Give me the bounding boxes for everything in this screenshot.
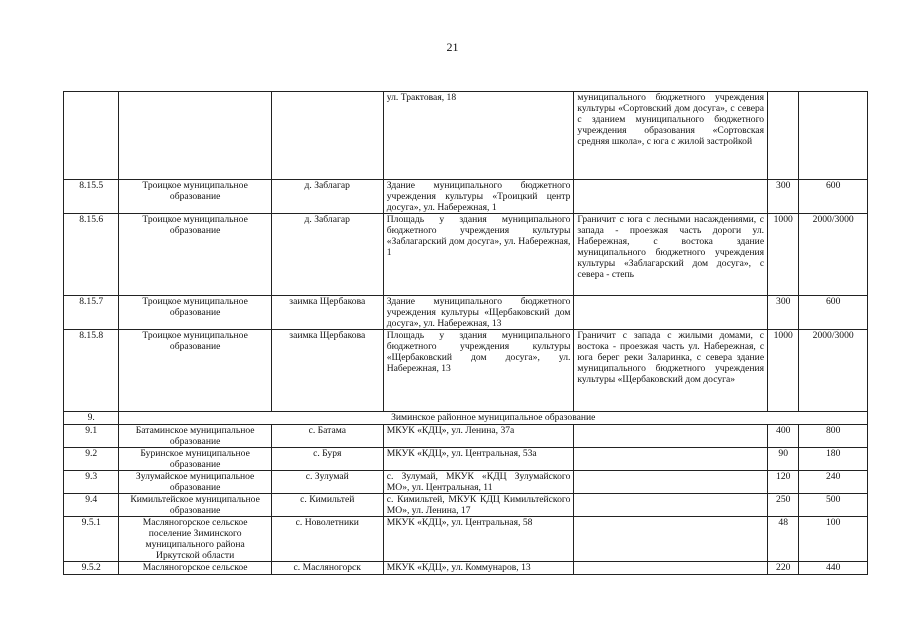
capacity-value: 1000	[768, 214, 799, 296]
venue-address: Площадь у здания муниципального бюджетного учреждения культуры «Щербаковский дом досуга», ул. Набережная, 13	[383, 330, 574, 412]
boundaries	[574, 494, 768, 517]
municipality	[119, 92, 271, 180]
row-number: 9.	[64, 412, 119, 425]
capacity-value: 400	[768, 425, 799, 448]
row-number: 8.15.7	[64, 296, 119, 330]
limit-value: 600	[799, 296, 868, 330]
settlement: заимка Щербакова	[271, 296, 383, 330]
capacity-value: 250	[768, 494, 799, 517]
municipality: Батаминское муниципальное образование	[119, 425, 271, 448]
municipality: Троицкое муниципальное образование	[119, 296, 271, 330]
capacity-value: 90	[768, 448, 799, 471]
boundaries: Граничит с юга с лесными насаждениями, с запада - проезжая часть дороги ул. Набережная, с востока здание муниципального бюджетного учреждения культуры «Заблагарский дом досуга», с севера - степь	[574, 214, 768, 296]
municipality: Буринское муниципальное образование	[119, 448, 271, 471]
municipality: Масляногорское сельское поселение Зиминского муниципального района Иркутской области	[119, 517, 271, 562]
row-number: 9.4	[64, 494, 119, 517]
settlement: с. Кимильтей	[271, 494, 383, 517]
row-number: 9.3	[64, 471, 119, 494]
limit-value: 600	[799, 180, 868, 214]
limit-value: 440	[799, 562, 868, 575]
capacity-value: 48	[768, 517, 799, 562]
municipality: Масляногорское сельское	[119, 562, 271, 575]
row-number: 8.15.5	[64, 180, 119, 214]
settlement: заимка Щербакова	[271, 330, 383, 412]
venue-address: Площадь у здания муниципального бюджетного учреждения культуры «Заблагарский дом досуга», ул. Набережная, 1	[383, 214, 574, 296]
limit-value: 100	[799, 517, 868, 562]
table-row	[64, 330, 868, 412]
capacity-value: 220	[768, 562, 799, 575]
boundaries	[574, 471, 768, 494]
municipality: Зулумайское муниципальное образование	[119, 471, 271, 494]
table-row	[64, 425, 868, 448]
venue-address: МКУК «КДЦ», ул. Центральная, 53а	[383, 448, 574, 471]
row-number: 8.15.8	[64, 330, 119, 412]
table-row	[64, 92, 868, 180]
venue-address: с. Зулумай, МКУК «КДЦ Зулумайского МО», ул. Центральная, 11	[383, 471, 574, 494]
settlement: с. Масляногорск	[271, 562, 383, 575]
limit-value	[799, 92, 868, 180]
municipality: Троицкое муниципальное образование	[119, 180, 271, 214]
row-number	[64, 92, 119, 180]
settlement: д. Заблагар	[271, 180, 383, 214]
limit-value: 2000/3000	[799, 214, 868, 296]
venue-address: с. Кимильтей, МКУК КДЦ Кимильтейского МО», ул. Ленина, 17	[383, 494, 574, 517]
table-row	[64, 412, 868, 425]
municipality: Троицкое муниципальное образование	[119, 330, 271, 412]
boundaries	[574, 180, 768, 214]
settlement: с. Батама	[271, 425, 383, 448]
boundaries	[574, 448, 768, 471]
table-row	[64, 214, 868, 296]
venue-address: Здание муниципального бюджетного учреждения культуры «Троицкий центр досуга», ул. Набережная, 1	[383, 180, 574, 214]
capacity-value: 1000	[768, 330, 799, 412]
settlement	[271, 92, 383, 180]
region-heading: Зиминское районное муниципальное образование	[119, 412, 868, 425]
table-row	[64, 180, 868, 214]
capacity-value	[768, 92, 799, 180]
settlement: с. Буря	[271, 448, 383, 471]
venue-address: МКУК «КДЦ», ул. Коммунаров, 13	[383, 562, 574, 575]
boundaries	[574, 425, 768, 448]
venues-table	[63, 91, 868, 575]
limit-value: 240	[799, 471, 868, 494]
row-number: 9.5.2	[64, 562, 119, 575]
municipality: Кимильтейское муниципальное образование	[119, 494, 271, 517]
table-row	[64, 296, 868, 330]
limit-value: 2000/3000	[799, 330, 868, 412]
limit-value: 500	[799, 494, 868, 517]
table-row	[64, 517, 868, 562]
boundaries: муниципального бюджетного учреждения культуры «Сортовский дом досуга», с севера с зданием муниципального бюджетного учреждения образования «Сортовская средняя школа», с юга с жилой застройкой	[574, 92, 768, 180]
venue-address: МКУК «КДЦ», ул. Центральная, 58	[383, 517, 574, 562]
boundaries	[574, 517, 768, 562]
row-number: 9.2	[64, 448, 119, 471]
venue-address: ул. Трактовая, 18	[383, 92, 574, 180]
boundaries	[574, 296, 768, 330]
boundaries	[574, 562, 768, 575]
table-row	[64, 562, 868, 575]
table-row	[64, 448, 868, 471]
table-row	[64, 471, 868, 494]
table-row	[64, 494, 868, 517]
municipality: Троицкое муниципальное образование	[119, 214, 271, 296]
row-number: 9.1	[64, 425, 119, 448]
limit-value: 800	[799, 425, 868, 448]
page-number: 21	[446, 40, 459, 54]
capacity-value: 300	[768, 296, 799, 330]
settlement: д. Заблагар	[271, 214, 383, 296]
venue-address: Здание муниципального бюджетного учреждения культуры «Щербаковский дом досуга», ул. Набережная, 13	[383, 296, 574, 330]
settlement: с. Новолетники	[271, 517, 383, 562]
boundaries: Граничит с запада с жилыми домами, с востока - проезжая часть ул. Набережная, с юга берег реки Заларинка, с севера здание муниципального бюджетного учреждения культуры «Щербаковский дом досуга»	[574, 330, 768, 412]
limit-value: 180	[799, 448, 868, 471]
venue-address: МКУК «КДЦ», ул. Ленина, 37а	[383, 425, 574, 448]
settlement: с. Зулумай	[271, 471, 383, 494]
row-number: 8.15.6	[64, 214, 119, 296]
capacity-value: 300	[768, 180, 799, 214]
row-number: 9.5.1	[64, 517, 119, 562]
capacity-value: 120	[768, 471, 799, 494]
